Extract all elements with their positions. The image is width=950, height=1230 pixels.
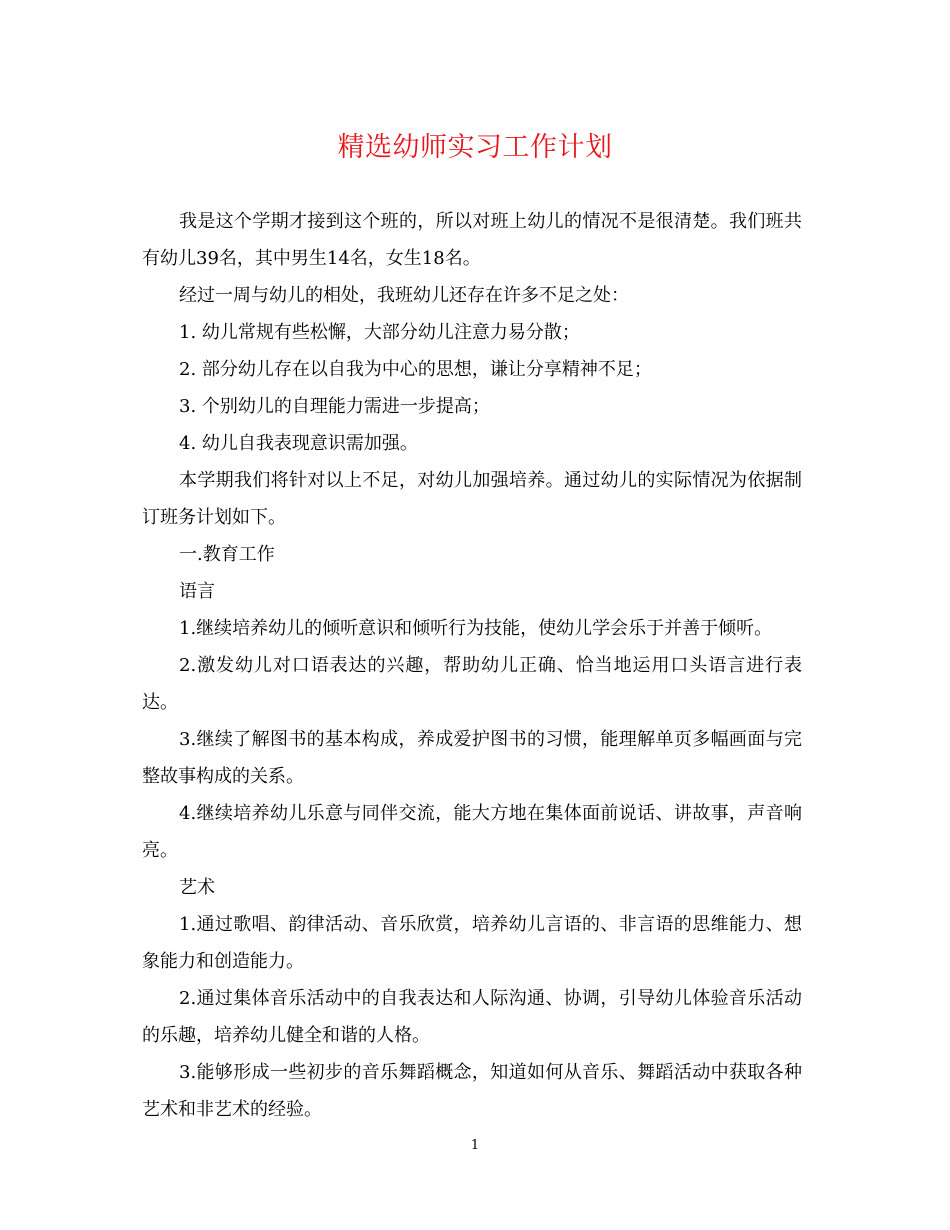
document-body — [142, 203, 802, 1128]
list-item-4: 4. 幼儿自我表现意识需加强。 — [179, 433, 418, 454]
list-item-3: 3. 个别幼儿的自理能力需进一步提高； — [179, 396, 490, 417]
list-item-2: 2. 部分幼儿存在以自我为中心的思想，谦让分享精神不足； — [179, 359, 652, 380]
section-heading-education: 一.教育工作 — [179, 544, 275, 565]
page-number: 1 — [470, 1138, 480, 1153]
paragraph-shortcomings-intro: 经过一周与幼儿的相处，我班幼儿还存在许多不足之处： — [179, 285, 629, 306]
art-item-3: 3.能够形成一些初步的音乐舞蹈概念，知道如何从音乐、舞蹈活动中获取各种艺术和非艺术的经验。 — [142, 1062, 802, 1120]
language-item-4: 4.继续培养幼儿乐意与同伴交流，能大方地在集体面前说话、讲故事，声音响亮。 — [142, 803, 802, 861]
subsection-heading-language: 语言 — [179, 581, 215, 602]
language-item-3: 3.继续了解图书的基本构成，养成爱护图书的习惯，能理解单页多幅画面与完整故事构成的关系。 — [142, 729, 802, 787]
list-item-1: 1. 幼儿常规有些松懈，大部分幼儿注意力易分散； — [179, 322, 580, 343]
art-item-2: 2.通过集体音乐活动中的自我表达和人际沟通、协调，引导幼儿体验音乐活动的乐趣，培养幼儿健全和谐的人格。 — [142, 988, 802, 1046]
art-item-1: 1.通过歌唱、韵律活动、音乐欣赏，培养幼儿言语的、非言语的思维能力、想象能力和创造能力。 — [142, 914, 802, 972]
language-item-1: 1.继续培养幼儿的倾听意识和倾听行为技能，使幼儿学会乐于并善于倾听。 — [179, 618, 773, 639]
subsection-heading-art: 艺术 — [179, 877, 215, 898]
document-title: 精选幼师实习工作计划 — [337, 132, 613, 163]
language-item-2: 2.激发幼儿对口语表达的兴趣，帮助幼儿正确、恰当地运用口头语言进行表达。 — [142, 655, 802, 713]
paragraph-plan-intro: 本学期我们将针对以上不足，对幼儿加强培养。通过幼儿的实际情况为依据制订班务计划如下。 — [142, 470, 802, 528]
paragraph-intro: 我是这个学期才接到这个班的，所以对班上幼儿的情况不是很清楚。我们班共有幼儿39名，其中男生14名，女生18名。 — [142, 211, 802, 269]
